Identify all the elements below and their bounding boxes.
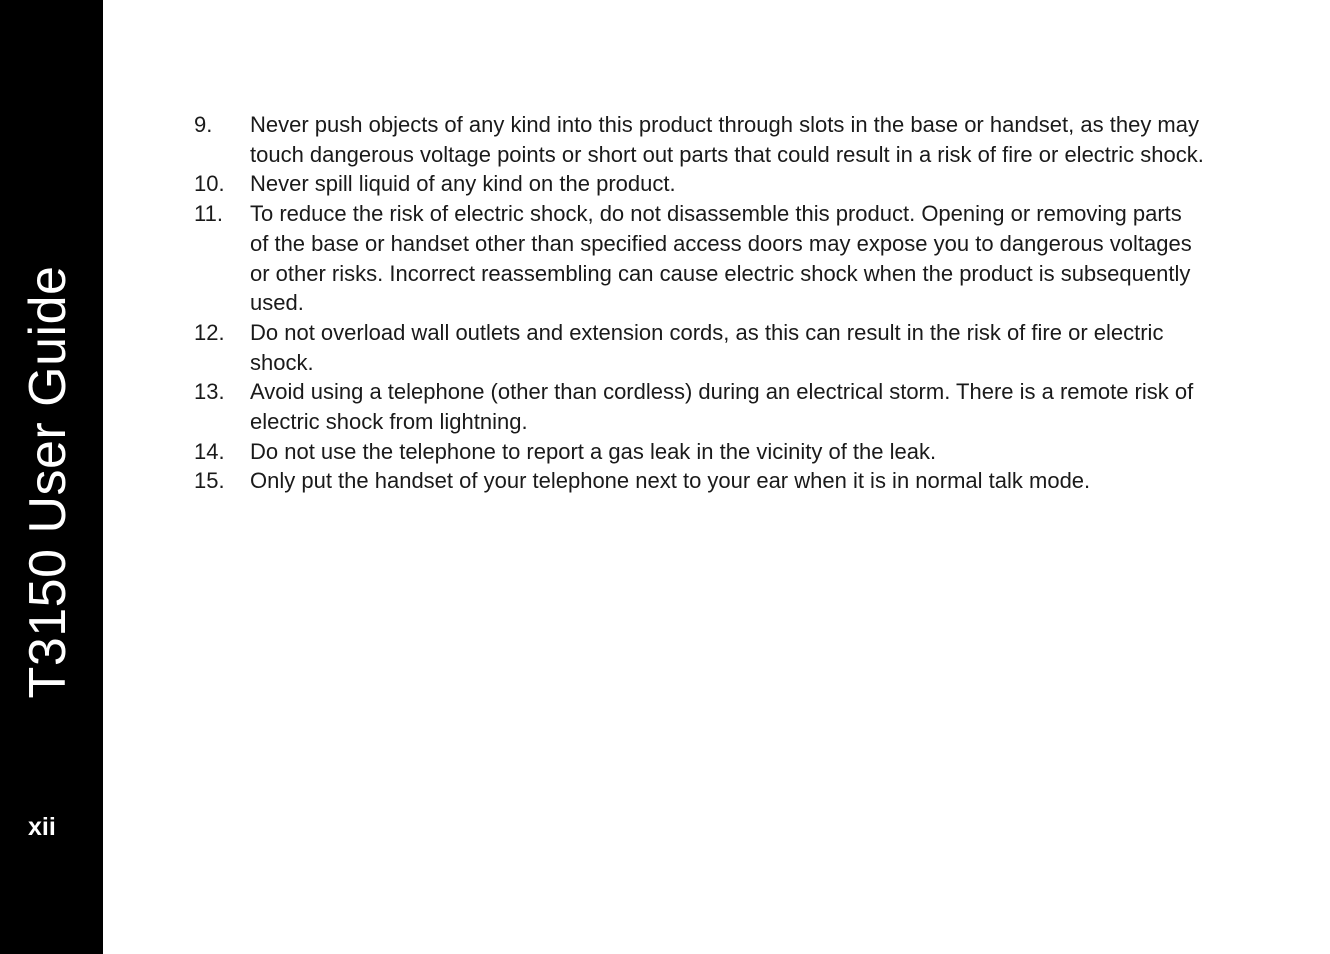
list-item	[194, 466, 1204, 496]
item-number: 13.	[194, 379, 225, 405]
item-text: To reduce the risk of electric shock, do not disassemble this product. Opening or removing parts of the base or handset other than specified access doors may expose you to dangerous voltages or other risks. Incorrect reassembling can cause electric shock when the product is subsequently used.	[250, 201, 1192, 316]
item-number: 12.	[194, 319, 225, 345]
safety-instructions-list	[194, 110, 1204, 496]
item-number: 15.	[194, 468, 225, 494]
item-number: 11.	[194, 201, 223, 227]
item-number: 9.	[194, 112, 213, 137]
list-item	[194, 110, 1204, 169]
document-title: T3150 User Guide	[19, 265, 77, 699]
list-item	[194, 199, 1204, 318]
item-text: Avoid using a telephone (other than cordless) during an electrical storm. There is a remote risk of electric shock from lightning.	[250, 379, 1194, 435]
list-item	[194, 377, 1204, 436]
item-number: 10.	[194, 171, 225, 197]
item-number: 14.	[194, 438, 225, 464]
list-item	[194, 318, 1204, 377]
list-item	[194, 437, 1204, 467]
page-number: xii	[28, 813, 56, 841]
item-text: Only put the handset of your telephone next to your ear when it is in normal talk mode.	[250, 468, 1091, 494]
item-text: Never spill liquid of any kind on the product.	[250, 171, 676, 197]
list-item	[194, 169, 1204, 199]
sidebar	[0, 0, 103, 954]
item-text: Do not overload wall outlets and extension cords, as this can result in the risk of fire or electric shock.	[250, 319, 1164, 375]
item-text: Do not use the telephone to report a gas leak in the vicinity of the leak.	[250, 438, 937, 464]
item-text: Never push objects of any kind into this product through slots in the base or handset, as they may touch dangerous voltage points or short out parts that could result in a risk of fire or electric shock.	[250, 112, 1204, 167]
